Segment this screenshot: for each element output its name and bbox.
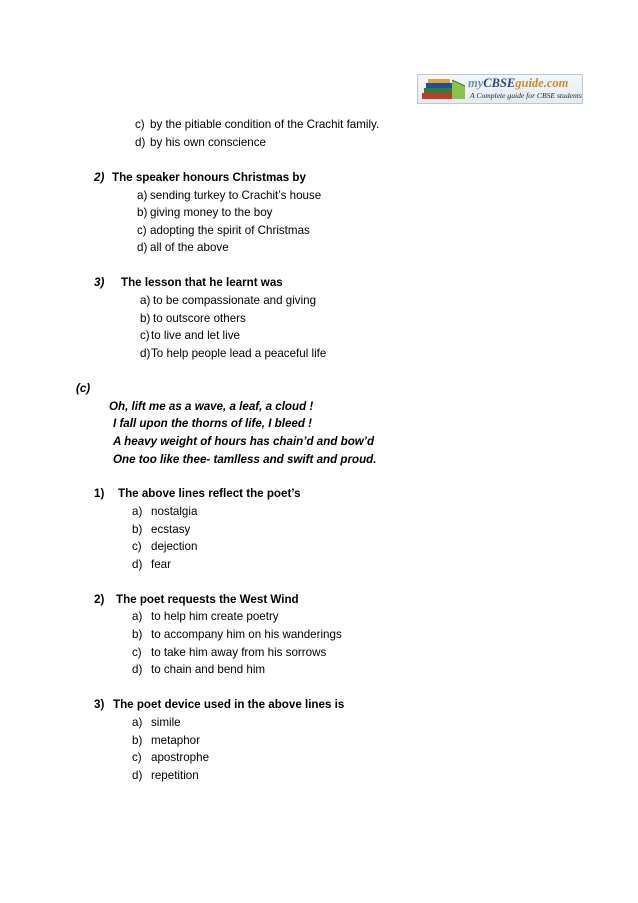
question-heading: 2) The speaker honours Christmas by <box>94 171 306 184</box>
question-heading: 3) The lesson that he learnt was <box>94 276 283 289</box>
list-item: d) repetition <box>132 769 199 782</box>
list-item: d) by his own conscience <box>135 136 266 149</box>
list-item: d) all of the above <box>137 241 229 254</box>
list-item: d) fear <box>132 558 171 571</box>
logo-tagline: A Complete guide for CBSE students <box>470 91 582 100</box>
list-item: c) apostrophe <box>132 751 210 764</box>
list-item: c) adopting the spirit of Christmas <box>137 224 310 237</box>
list-item: a) to help him create poetry <box>132 610 279 623</box>
list-item: a) nostalgia <box>132 505 198 518</box>
books-icon <box>421 78 467 101</box>
list-item: a) to be compassionate and giving <box>140 294 317 307</box>
list-item: b) to accompany him on his wanderings <box>132 628 342 641</box>
list-item: b) giving money to the boy <box>137 206 273 219</box>
poem-line: One too like thee- tamlless and swift and proud. <box>113 453 377 466</box>
list-item: d) to chain and bend him <box>132 663 266 676</box>
question-heading: 3) The poet device used in the above lines is <box>94 698 345 711</box>
list-item: a) simile <box>132 716 181 729</box>
question-heading: 1) The above lines reflect the poet’s <box>94 487 301 500</box>
mycbseguide-logo <box>417 74 583 104</box>
poem-line: A heavy weight of hours has chain’d and bow’d <box>113 435 375 448</box>
poem-line: Oh, lift me as a wave, a leaf, a cloud ! <box>109 400 314 413</box>
list-item: b) ecstasy <box>132 523 191 536</box>
list-item: b) to outscore others <box>140 312 246 325</box>
section-label: (c) <box>76 382 91 395</box>
list-item: b) metaphor <box>132 734 200 747</box>
list-item: c) to take him away from his sorrows <box>132 646 327 659</box>
list-item: d)To help people lead a peaceful life <box>140 347 327 360</box>
poem-line: I fall upon the thorns of life, I bleed ! <box>113 417 313 430</box>
list-item: a) sending turkey to Crachit’s house <box>137 189 322 202</box>
list-item: c)to live and let live <box>140 329 240 342</box>
logo-brand: myCBSEguide.com <box>468 76 569 90</box>
list-item: c) dejection <box>132 540 198 553</box>
question-heading: 2) The poet requests the West Wind <box>94 593 299 606</box>
list-item: c) by the pitiable condition of the Crachit family. <box>135 118 380 131</box>
